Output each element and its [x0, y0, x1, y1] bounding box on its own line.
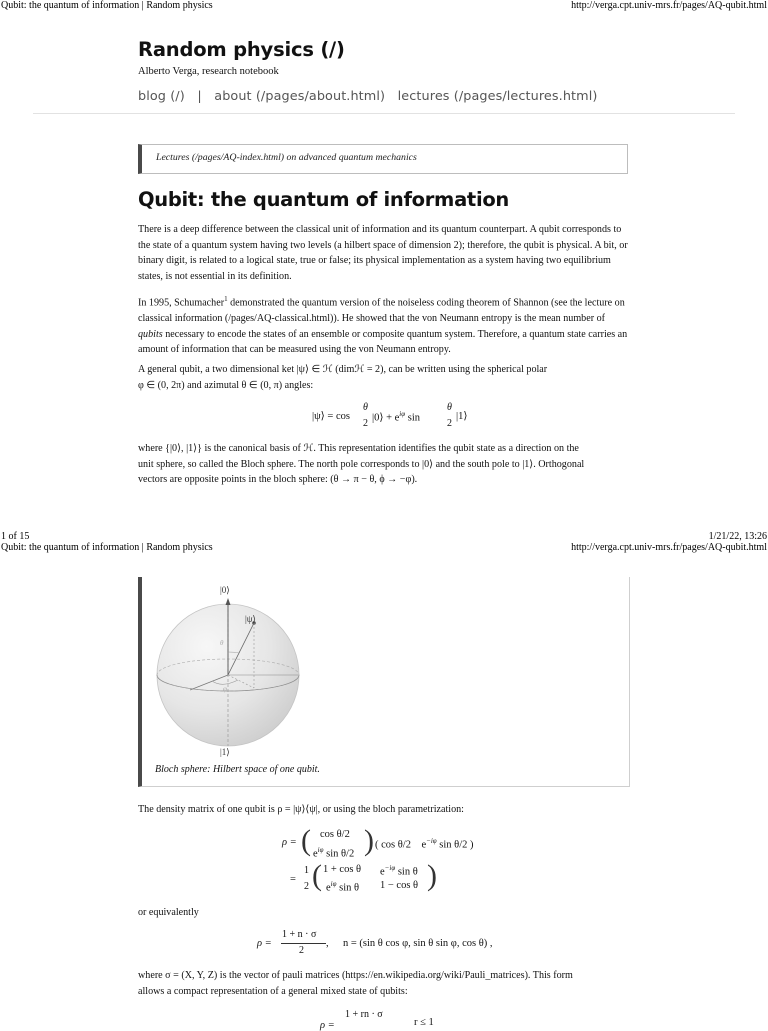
- eq1-frac2-den: 2: [447, 418, 452, 429]
- print-header-title-2: Qubit: the quantum of information | Random physics: [1, 542, 213, 553]
- eq3-n-def: n = (sin θ cos φ, sin θ sin φ, cos θ) ,: [343, 938, 493, 949]
- print-header-title: Qubit: the quantum of information | Random physics: [1, 0, 213, 11]
- eq3-den: 2: [299, 945, 304, 956]
- p2-text-b: demonstrated the quantum version of the noiseless coding theorem of Shannon (see the lecture on classical information (/pages/AQ-classical.html)). He showed that the von Neumann entropy is the mean number of: [138, 297, 625, 324]
- p2-text-c: necessary to encode the states of an ensemble or composite quantum system. Therefore, a quantum state carries an amount of information that can be measured using the von Neumann entropy.: [138, 328, 628, 356]
- density-paragraph: [138, 802, 630, 818]
- nav-link-blog[interactable]: blog (/): [138, 89, 185, 104]
- nav-separator: |: [197, 89, 202, 104]
- eq2-r2c2: 1 − cos θ: [380, 880, 419, 891]
- eq3-num: 1 + n · σ: [282, 929, 317, 940]
- schumacher-paragraph: [138, 292, 630, 358]
- eq2-r2c1: $e^{i\varphi}$ sin θ: [326, 880, 360, 894]
- label-phi: φ: [223, 685, 227, 693]
- nav-link-about[interactable]: about (/pages/about.html): [214, 89, 386, 104]
- eq2-half-den: 2: [304, 881, 309, 892]
- label-theta: θ: [220, 639, 224, 647]
- eq4-num: 1 + rn · σ: [345, 1009, 383, 1020]
- eq4-cond: r ≤ 1: [414, 1017, 434, 1028]
- nav-link-lectures[interactable]: lectures (/pages/lectures.html): [397, 89, 598, 104]
- eq3-comma: ,: [326, 938, 329, 949]
- header-divider: [33, 113, 735, 114]
- p7-line-2: allows a compact representation of a general mixed state of qubits:: [138, 985, 408, 997]
- eq2-m1-top: cos θ/2: [320, 829, 350, 840]
- footnote-ref[interactable]: 1: [224, 295, 228, 303]
- eq3-lhs: ρ =: [257, 938, 272, 949]
- bloch-sphere-illustration: [150, 580, 310, 760]
- p4-line-1: where {|0⟩, |1⟩} is the canonical basis of ℋ. This representation identifies the qubit state as a direction on the: [138, 443, 579, 454]
- p4-line-3: vectors are opposite points in the bloch sphere: (θ → π − θ, ϕ → −φ).: [138, 474, 418, 486]
- lectures-callout: [138, 144, 628, 174]
- page-count: 1 of 15: [1, 531, 30, 542]
- p6-text: or equivalently: [138, 907, 199, 918]
- print-timestamp: 1/21/22, 13:26: [708, 531, 767, 542]
- page-title: Qubit: the quantum of information: [138, 188, 510, 211]
- eq4-lhs: ρ =: [320, 1020, 335, 1031]
- eq2-m1-bot: $e^{i\varphi}$ sin θ/2: [313, 846, 355, 860]
- print-footer: [0, 531, 768, 542]
- eq3-fraction-bar: [281, 943, 326, 944]
- label-ket-0: |0⟩: [220, 585, 230, 595]
- pauli-link[interactable]: where σ = (X, Y, Z) is the vector of pauli matrices (https://en.wikipedia.org/wiki/Pauli_matrices). This form: [138, 970, 573, 981]
- p7-line-1: [138, 968, 630, 984]
- qubit-def-paragraph: [138, 362, 630, 393]
- eq1-frac-num: θ: [363, 402, 368, 413]
- lectures-index-link[interactable]: Lectures (/pages/AQ-index.html) on advanced quantum mechanics: [156, 152, 417, 163]
- eq1-frac-den: 2: [363, 418, 368, 429]
- p3-line-2: φ ∈ (0, 2π) and azimutal θ ∈ (0, π) angles:: [138, 379, 314, 391]
- pauli-paragraph: [138, 968, 630, 999]
- eq2-half-num: 1: [304, 865, 309, 876]
- eq1-mid: |0⟩ + $e^{i\varphi}$ sin: [372, 410, 420, 424]
- eq1-lhs: |ψ⟩ = cos: [312, 411, 350, 422]
- p2-emphasis: qubits: [138, 328, 163, 340]
- print-header-page-2: [0, 542, 768, 553]
- site-nav: [138, 89, 598, 104]
- eq2-equals: =: [290, 874, 296, 885]
- eq2-row: ( cos θ/2 $e^{-i\varphi}$ sin θ/2 ): [375, 837, 474, 851]
- p2-text-a: In 1995, Schumacher: [138, 297, 225, 309]
- site-subtitle: Alberto Verga, research notebook: [138, 66, 279, 77]
- eq1-end: |1⟩: [456, 411, 468, 422]
- intro-text: There is a deep difference between the classical unit of information and its quantum counterpart. A qubit corresponds to the state of a quantum system having two levels (a hilbert space of dimension 2); therefore, the qubit is physical. A bit, or binary digit, is related to a logical state, true or false; its physical implementation as a system having two equilibrium states, is not essential in its definition.: [138, 224, 628, 282]
- p4-line-2: unit sphere, so called the Bloch sphere. The north pole corresponds to |0⟩ and the south pole to |1⟩. Orthogonal: [138, 458, 585, 470]
- label-ket-1: |1⟩: [220, 747, 230, 757]
- intro-paragraph: [138, 222, 630, 284]
- print-header: [0, 0, 768, 11]
- bloch-paragraph: [138, 441, 630, 488]
- print-header-url-2: http://verga.cpt.univ-mrs.fr/pages/AQ-qubit.html: [571, 542, 767, 553]
- p5-text: The density matrix of one qubit is ρ = |ψ⟩⟨ψ|, or using the bloch parametrization:: [138, 804, 464, 815]
- p3-line-1: A general qubit, a two dimensional ket |ψ⟩ ∈ ℋ (dimℋ = 2), can be written using the spherical polar: [138, 364, 548, 375]
- print-header-url: http://verga.cpt.univ-mrs.fr/pages/AQ-qubit.html: [571, 0, 767, 11]
- figure-caption: Bloch sphere: Hilbert space of one qubit.: [155, 764, 320, 775]
- site-title-link[interactable]: Random physics (/): [138, 38, 345, 61]
- eq2-r1c2: $e^{-i\varphi}$ sin θ: [380, 864, 418, 878]
- eq1-frac2-num: θ: [447, 402, 452, 413]
- eq2-rho: ρ =: [282, 837, 297, 848]
- z-arrowhead-icon: [226, 598, 231, 605]
- eq2-r1c1: 1 + cos θ: [323, 864, 362, 875]
- equivalently-paragraph: [138, 905, 630, 921]
- label-ket-psi: |ψ⟩: [245, 614, 256, 624]
